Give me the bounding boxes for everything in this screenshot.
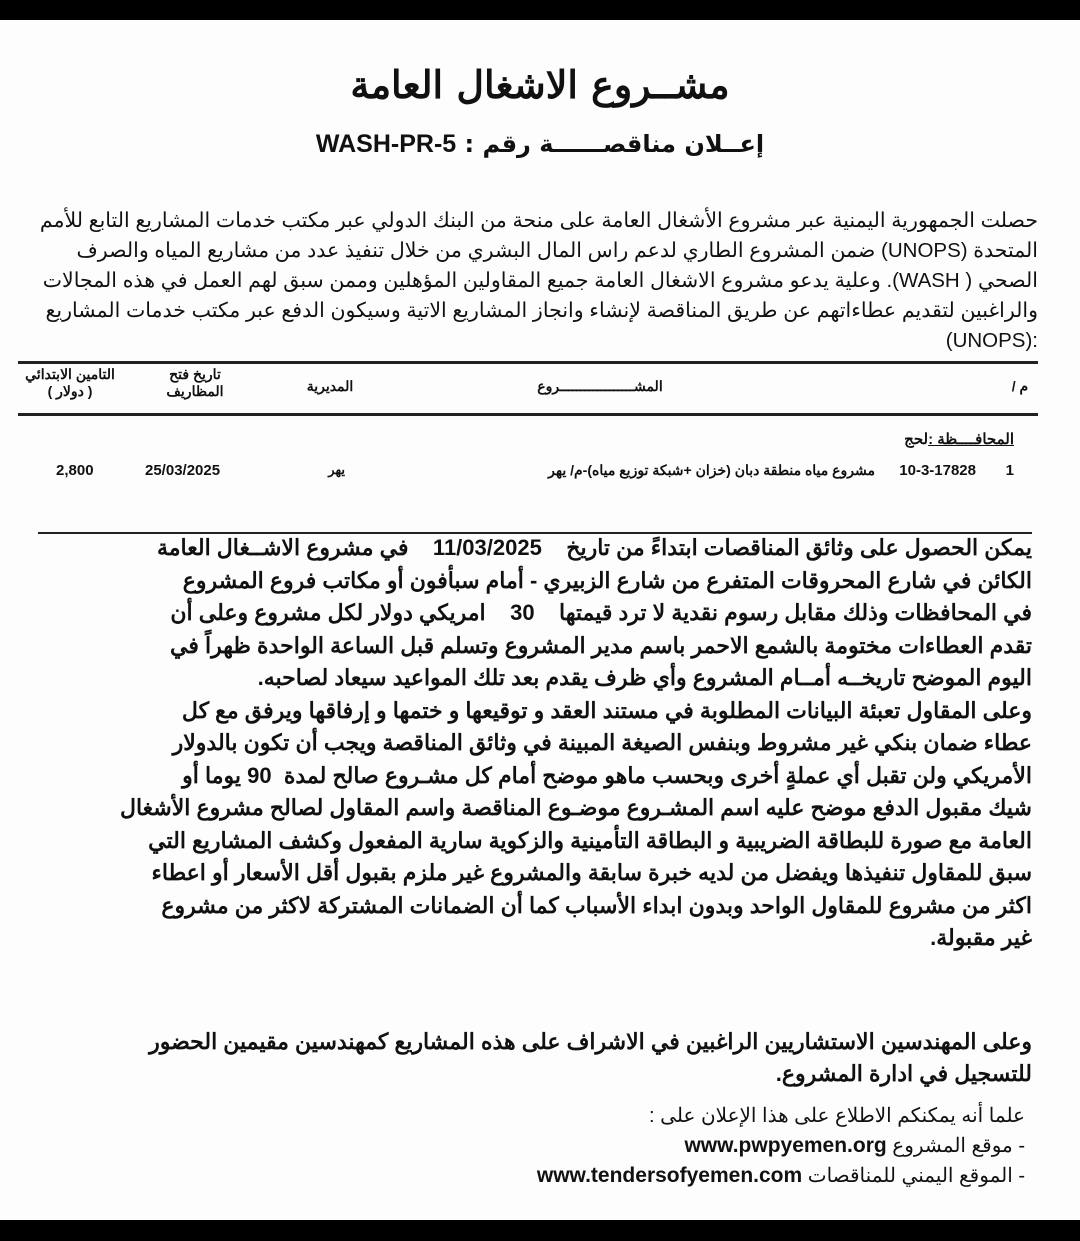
body-line: في المحافظات وذلك مقابل رسوم نقدية لا ترد قيمتها 30 امريكي دولار لكل مشروع وعلى أن [170,600,1032,625]
column-header-bond-line1: التامين الابتدائي [25,366,115,382]
intro-line: والراغبين لتقديم عطاءاتهم عن طريق المناقصة لإنشاء وانجاز المشاريع الاتية وسيكون الدفع عبر مكتب خدمات المشاريع [45,299,1038,322]
governorate-heading [904,430,1014,448]
tender-announcement-page [0,20,1080,1220]
row-opening-date: 25/03/2025 [145,462,221,479]
column-header-project: المشــــــــــــــــــروع [537,378,663,394]
footer-note: علما أنه يمكنكم الاطلاع على هذا الإعلان على : [649,1105,1025,1127]
body-line: الأمريكي ولن تقبل أي عملةٍ أخرى وبحسب ماهو موضح أمام كل مشـروع صالح لمدة 90 يوما أو [182,762,1032,788]
governorate-label: المحافــــظة : [928,431,1014,448]
table-top-rule [18,361,1038,364]
body-line: شيك مقبول الدفع موضح عليه اسم المشـروع موضـوع المناقصة واسم المقاول لصالح مشروع الأشغال [119,795,1032,820]
column-header-opening-date-line2: المظاريف [166,383,224,399]
tender-label: إعــلان مناقصــــــة رقم : [464,130,765,158]
column-header-opening-date-line1: تاريخ فتح [169,366,221,382]
body-line: تقدم العطاءات مختومة بالشمع الاحمر باسم مدير المشروع وتسلم قبل الساعة الواحدة ظهراً في [170,632,1032,658]
row-index: 1 [1005,462,1014,479]
column-header-directorate: المديرية [306,378,354,394]
body-line: اكثر من مشروع للمقاول الواحد وبدون ابداء الأسباب كما أن الضمانات المشتركة لاكثر من مشروع [161,892,1032,918]
body-line: غير مقبولة. [930,925,1032,950]
site-1-url[interactable]: www.pwpyemen.org [684,1134,887,1157]
column-header-index: م / [1011,378,1029,394]
intro-line: الصحي ( WASH). وعلية يدعو مشروع الاشغال العامة جميع المقاولين المؤهلين وممن سبق لهم العمل في هذه المجالات [42,269,1038,292]
table-header-rule [18,413,1038,416]
engineers-line: وعلى المهندسين الاستشاريين الراغبين في الاشراف على هذه المشاريع كمهندسين مقيمين الحضور [149,1029,1032,1054]
conditions-paragraph [47,532,1032,955]
column-header-bond [10,366,130,400]
site-1-label: - موقع المشروع [892,1135,1025,1157]
site-2-label: - الموقع اليمني للمناقصات [807,1165,1025,1187]
column-header-bond-line2: ( دولار ) [47,383,93,399]
intro-line: المتحدة (UNOPS) ضمن المشروع الطاري لدعم راس المال البشري من خلال تنفيذ عدد من مشاريع المياه والصرف [76,239,1038,262]
guarantee-validity-days: 90 [247,762,272,788]
page-title: مشــروع الاشغال العامة [350,62,730,107]
body-line: اليوم الموضح تاريخــه أمــام المشروع وأي ظرف يقدم بعد تلك المواعيد سيعاد لصاحبه. [257,665,1032,690]
body-line: وعلى المقاول تعبئة البيانات المطلوبة في مستند العقد و توقيعها و ختمها و إرفاقها ويرفق مع كل [181,697,1032,723]
footer-site-2 [425,1161,1025,1191]
body-line: عطاء ضمان بنكي غير مشروط وبنفس الصيغة المبينة في وثائق المناقصة ويجب أن تكون بالدولار [172,730,1032,755]
body-line: يمكن الحصول على وثائق المناقصات ابتداءً من تاريخ 11/03/2025 في مشروع الاشــغال العامة [156,535,1032,560]
row-project-name: مشروع مياه منطقة دبان (خزان +شبكة توزيع مياه)-م/ يهر [548,462,875,478]
body-line: العامة مع صورة للبطاقة الضريبية و البطاقة التأمينية والزكوية سارية المفعول وكشف المشاريع التي [148,827,1032,853]
documents-start-date: 11/03/2025 [432,535,542,560]
tender-code: WASH-PR-5 [315,130,457,158]
tender-subtitle [0,130,1080,159]
engineers-line: للتسجيل في ادارة المشروع. [775,1061,1032,1086]
body-line: سبق للمقاول تنفيذها ويفضل من لديه خبرة سابقة والمشروع غير ملزم بقبول أقل الأسعار أو اعطاء [151,860,1032,885]
footer-site-1 [425,1131,1025,1161]
engineers-paragraph [47,1026,1032,1090]
row-bond-amount: 2,800 [56,462,94,479]
footer-links [425,1102,1025,1191]
intro-paragraph [38,206,1038,356]
governorate-value: لحج [904,431,929,448]
intro-line: حصلت الجمهورية اليمنية عبر مشروع الأشغال العامة على منحة من البنك الدولي عبر مكتب خدمات المشاريع التابع للأمم [39,209,1038,232]
row-project-code: 10-3-17828 [899,462,976,479]
column-header-opening-date [155,366,235,400]
body-line: الكائن في شارع المحروقات المتفرع من شارع الزبيري - أمام سبأفون أو مكاتب فروع المشروع [182,567,1032,593]
intro-line: (UNOPS): [945,329,1038,352]
documents-fee: 30 [510,600,535,625]
site-2-url[interactable]: www.tendersofyemen.com [536,1164,803,1187]
row-directorate: يهر [328,462,345,477]
